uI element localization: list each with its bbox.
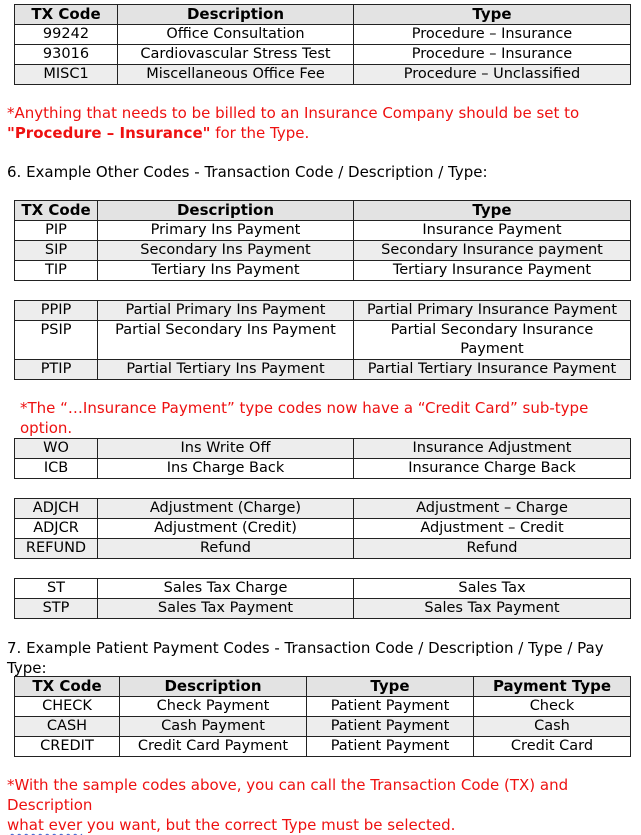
section-6-heading: 6. Example Other Codes - Transaction Code / Description / Type:: [7, 163, 488, 181]
note-line: [7, 815, 637, 835]
cell: Sales Tax Charge: [98, 579, 354, 599]
table-header-row: [15, 677, 631, 697]
cell: Office Consultation: [118, 25, 354, 45]
cell: Cardiovascular Stress Test: [118, 45, 354, 65]
cell: Sales Tax: [354, 579, 631, 599]
spelling-flag: what ever: [7, 816, 83, 834]
cell: Secondary Ins Payment: [98, 241, 354, 261]
col-header: Type: [354, 5, 631, 25]
table-row: [15, 360, 631, 380]
table-row: [15, 65, 631, 85]
cell: Cash: [474, 717, 631, 737]
cell: Partial Primary Insurance Payment: [354, 301, 631, 321]
table-row: [15, 717, 631, 737]
table-write-off: [14, 438, 630, 479]
cell: Ins Charge Back: [98, 459, 354, 479]
cell: Partial Secondary Ins Payment: [98, 321, 354, 360]
note-insurance-billing: [7, 103, 637, 143]
cell: STP: [15, 599, 98, 619]
cell: SIP: [15, 241, 98, 261]
table-row: [15, 45, 631, 65]
table-header-row: [15, 201, 631, 221]
col-header: TX Code: [15, 677, 120, 697]
table-row: [15, 221, 631, 241]
cell: Patient Payment: [307, 717, 474, 737]
cell: Partial Tertiary Insurance Payment: [354, 360, 631, 380]
col-header: TX Code: [15, 5, 118, 25]
cell: Partial Secondary Insurance Payment: [354, 321, 631, 360]
col-header: Description: [118, 5, 354, 25]
col-header: Type: [307, 677, 474, 697]
cell: PIP: [15, 221, 98, 241]
cell: Procedure – Insurance: [354, 25, 631, 45]
cell: PTIP: [15, 360, 98, 380]
cell: Adjustment (Charge): [98, 499, 354, 519]
cell: Insurance Payment: [354, 221, 631, 241]
cell: Partial Primary Ins Payment: [98, 301, 354, 321]
cell: Check Payment: [120, 697, 307, 717]
cell: PPIP: [15, 301, 98, 321]
note-bold-type: "Procedure – Insurance": [7, 124, 211, 142]
cell: Credit Card: [474, 737, 631, 757]
cell: 93016: [15, 45, 118, 65]
cell: Refund: [98, 539, 354, 559]
cell: ADJCR: [15, 519, 98, 539]
cell: ICB: [15, 459, 98, 479]
cell: WO: [15, 439, 98, 459]
table-sales-tax: [14, 578, 630, 619]
table-row: [15, 599, 631, 619]
cell: Patient Payment: [307, 697, 474, 717]
cell: REFUND: [15, 539, 98, 559]
cell: CASH: [15, 717, 120, 737]
cell: Refund: [354, 539, 631, 559]
cell: Sales Tax Payment: [354, 599, 631, 619]
cell: CHECK: [15, 697, 120, 717]
table-patient-payments: [14, 676, 630, 757]
note-tail: for the Type.: [210, 124, 310, 142]
cell: 99242: [15, 25, 118, 45]
table-partial-payments: [14, 300, 630, 380]
table-row: [15, 439, 631, 459]
cell: Adjustment (Credit): [98, 519, 354, 539]
table-row: [15, 539, 631, 559]
note-rest: you want, but the correct Type must be selected.: [82, 816, 456, 834]
cell: MISC1: [15, 65, 118, 85]
table-row: [15, 459, 631, 479]
cell: CREDIT: [15, 737, 120, 757]
cell: Adjustment – Credit: [354, 519, 631, 539]
cell: Tertiary Ins Payment: [98, 261, 354, 281]
table-row: [15, 321, 631, 360]
table-row: [15, 737, 631, 757]
cell: Credit Card Payment: [120, 737, 307, 757]
table-row: [15, 697, 631, 717]
table-row: [15, 241, 631, 261]
cell: TIP: [15, 261, 98, 281]
cell: PSIP: [15, 321, 98, 360]
cell: Patient Payment: [307, 737, 474, 757]
table-adjustments: [14, 498, 630, 559]
note-line: [7, 123, 637, 143]
cell: Sales Tax Payment: [98, 599, 354, 619]
cell: Cash Payment: [120, 717, 307, 737]
cell: Secondary Insurance payment: [354, 241, 631, 261]
note-line: *With the sample codes above, you can call the Transaction Code (TX) and Description: [7, 776, 569, 814]
cell: Procedure – Unclassified: [354, 65, 631, 85]
cell: Procedure – Insurance: [354, 45, 631, 65]
cell: ST: [15, 579, 98, 599]
cell: Primary Ins Payment: [98, 221, 354, 241]
table-row: [15, 301, 631, 321]
table-procedure-codes: [14, 4, 630, 85]
cell: Tertiary Insurance Payment: [354, 261, 631, 281]
table-row: [15, 579, 631, 599]
cell: Miscellaneous Office Fee: [118, 65, 354, 85]
cell: Ins Write Off: [98, 439, 354, 459]
table-row: [15, 519, 631, 539]
note-naming-freedom: [7, 775, 637, 835]
col-header: Description: [120, 677, 307, 697]
cell: Partial Tertiary Ins Payment: [98, 360, 354, 380]
table-row: [15, 25, 631, 45]
note-line: *Anything that needs to be billed to an Insurance Company should be set to: [7, 104, 580, 122]
cell: Insurance Charge Back: [354, 459, 631, 479]
table-header-row: [15, 5, 631, 25]
cell: Insurance Adjustment: [354, 439, 631, 459]
cell: Adjustment – Charge: [354, 499, 631, 519]
table-row: [15, 261, 631, 281]
cell: ADJCH: [15, 499, 98, 519]
col-header: Type: [354, 201, 631, 221]
section-7-heading: 7. Example Patient Payment Codes - Transaction Code / Description / Type / Pay Type:: [7, 639, 604, 677]
note-credit-card-subtype: *The “…Insurance Payment” type codes now have a “Credit Card” sub-type option.: [20, 399, 589, 437]
col-header: Payment Type: [474, 677, 631, 697]
table-row: [15, 499, 631, 519]
table-other-codes: [14, 200, 630, 281]
col-header: TX Code: [15, 201, 98, 221]
cell: Check: [474, 697, 631, 717]
col-header: Description: [98, 201, 354, 221]
